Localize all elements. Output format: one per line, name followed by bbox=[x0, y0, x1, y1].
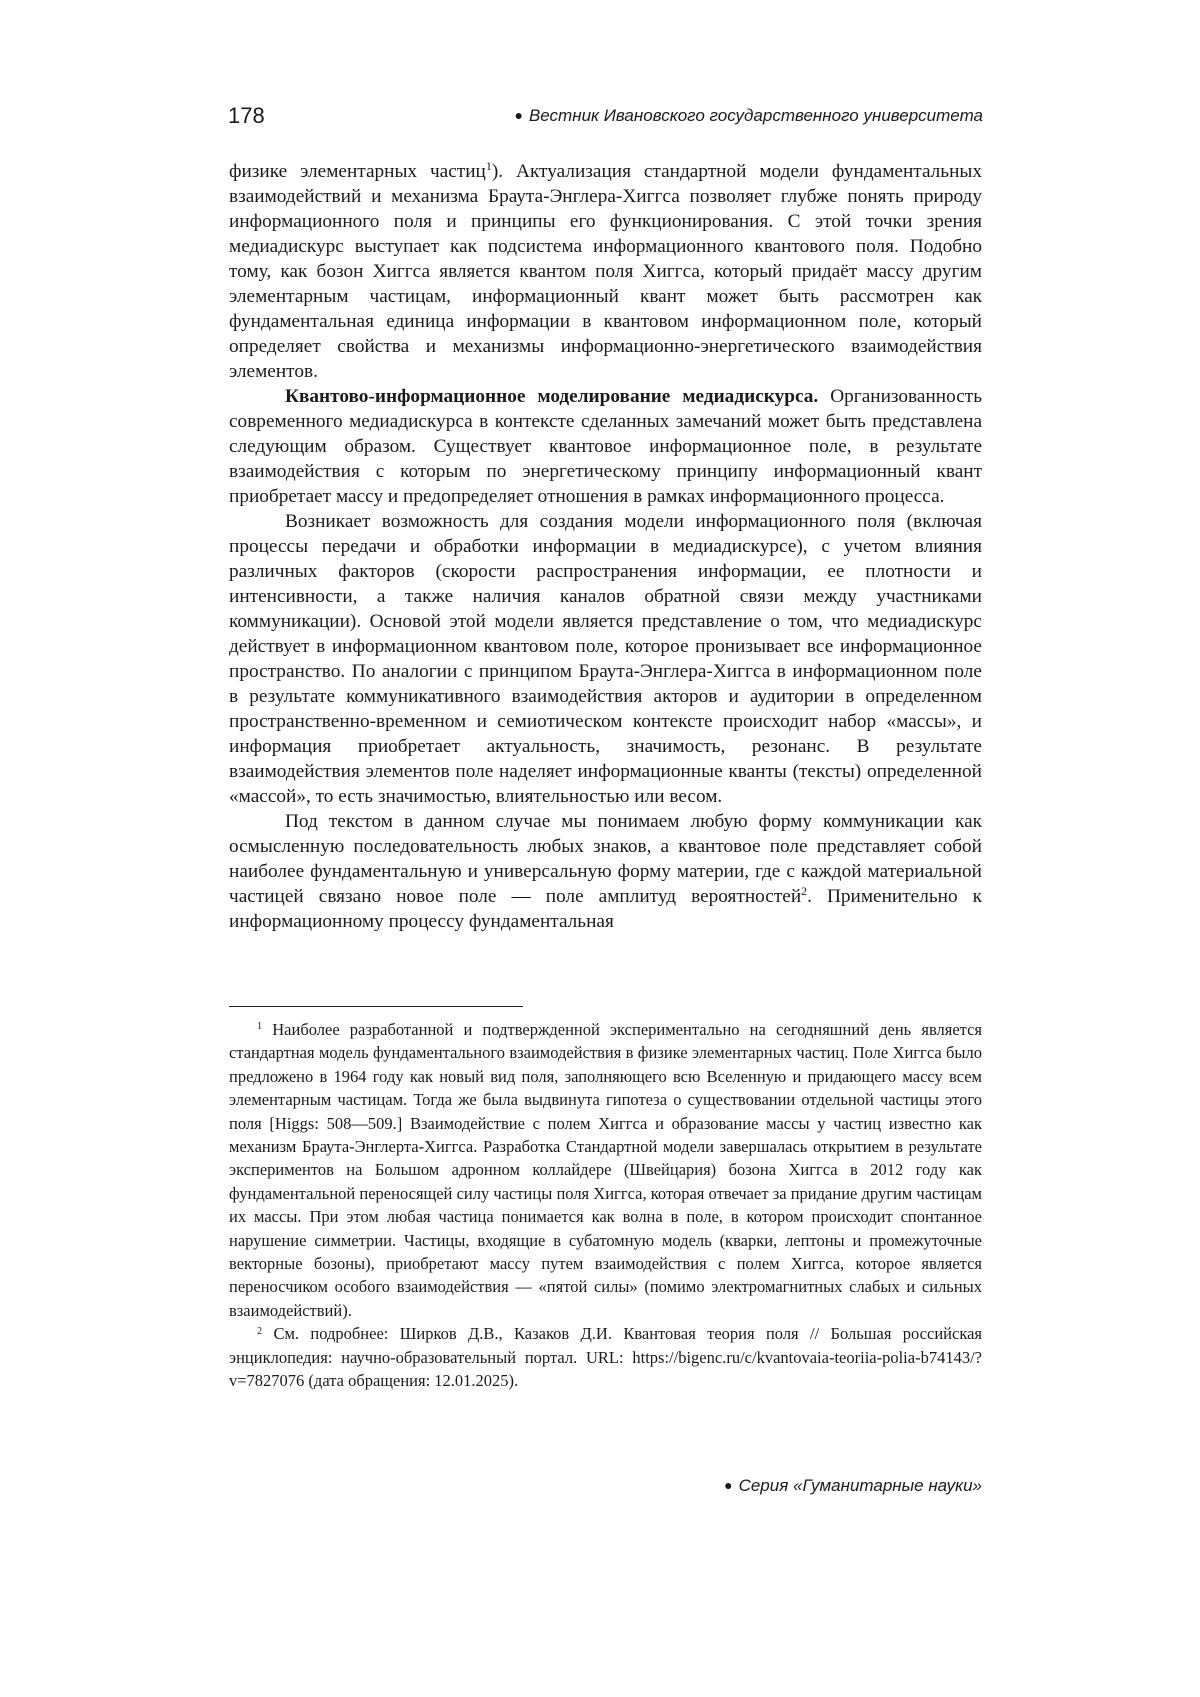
series-name: Серия «Гуманитарные науки» bbox=[738, 1476, 982, 1495]
paragraph-4 bbox=[229, 809, 982, 934]
paragraph-1-text-start: физике элементарных частиц bbox=[229, 161, 486, 182]
footnote-2 bbox=[229, 1322, 982, 1392]
article-body bbox=[229, 159, 982, 934]
footnote-1 bbox=[229, 1018, 982, 1322]
bullet-icon: ● bbox=[724, 1477, 733, 1493]
footnote-ref-2: 2 bbox=[801, 884, 808, 899]
footnote-2-text: См. подробнее: Ширков Д.В., Казаков Д.И. Квантовая теория поля // Большая российская энциклопедия: научно-образовательный портал. URL: https://bigenc.ru/c/kvantovaia-teoriia-polia-b74143/?v=7827076 (дата обращения: 12.01.2025). bbox=[229, 1324, 982, 1391]
footnote-1-mark: 1 bbox=[257, 1021, 263, 1033]
journal-title bbox=[514, 104, 983, 128]
section-heading: Квантово-информационное моделирование медиадискурса. bbox=[285, 386, 819, 407]
running-foot bbox=[724, 1474, 982, 1498]
running-head bbox=[228, 103, 983, 129]
footnote-separator bbox=[229, 1006, 523, 1007]
footnotes bbox=[229, 1018, 982, 1393]
footnote-ref-1: 1 bbox=[485, 159, 492, 174]
paragraph-4-text-end: . Применительно к информационному процессу фундаментальная bbox=[229, 886, 982, 932]
paragraph-1-text-end: ). Актуализация стандартной модели фундаментальных взаимодействий и механизма Браута-Энглера-Хиггса позволяет глубже понять природу информационного поля и принципы его функционирования. С этой точки зрения медиадискурс выступает как подсистема информационного квантового поля. Подобно тому, как бозон Хиггса является квантом поля Хиггса, который придаёт массу другим элементарным частицам, информационный квант может быть рассмотрен как фундаментальная единица информации в квантовом информационном поле, который определяет свойства и механизмы информационно-энергетического взаимодействия элементов. bbox=[229, 161, 982, 382]
paragraph-1 bbox=[229, 159, 982, 384]
journal-name: Вестник Ивановского государственного университета bbox=[528, 106, 983, 125]
footnote-2-mark: 2 bbox=[257, 1325, 263, 1337]
footnote-1-text: Наиболее разработанной и подтвержденной экспериментально на сегодняшний день является стандартная модель фундаментального взаимодействия в физике элементарных частиц. Поле Хиггса было предложено в 1964 году как новый вид поля, заполняющего всю Вселенную и придающего массу всем элементарным частицам. Тогда же была выдвинута гипотеза о существовании отдельной частицы этого поля [Higgs: 508—509.] Взаимодействие с полем Хиггса и образование массы у частиц известно как механизм Браута-Энглерта-Хиггса. Разработка Стандартной модели завершалась открытием в результате экспериментов на Большом адронном коллайдере (Швейцария) бозона Хиггса в 2012 году как фундаментальной переносящей силу частицы поля Хиггса, которая отвечает за придание другим частицам их массы. При этом любая частица понимается как волна в поле, в котором происходит спонтанное нарушение симметрии. Частицы, входящие в субатомную модель (кварки, лептоны и промежуточные векторные бозоны), приобретают массу путем взаимодействия с полем Хиггса, которое является переносчиком особого взаимодействия — «пятой силы» (помимо электромагнитных слабых и сильных взаимодействий). bbox=[229, 1020, 982, 1320]
paragraph-2 bbox=[229, 384, 982, 509]
paragraph-3: Возникает возможность для создания модели информационного поля (включая процессы передачи и обработки информации в медиадискурсе), с учетом влияния различных факторов (скорости распространения информации, ее плотности и интенсивности, а также наличия каналов обратной связи между участниками коммуникации). Основой этой модели является представление о том, что медиадискурс действует в информационном квантовом поле, которое пронизывает все информационное пространство. По аналогии с принципом Браута-Энглера-Хиггса в информационном поле в результате коммуникативного взаимодействия акторов и аудитории в определенном пространственно-временном и семиотическом контексте происходит набор «массы», и информация приобретает актуальность, значимость, резонанс. В результате взаимодействия элементов поле наделяет информационные кванты (тексты) определенной «массой», то есть значимостью, влиятельностью или весом. bbox=[229, 511, 982, 807]
paragraph-2-text: Организованность современного медиадискурса в контексте сделанных замечаний может быть представлена следующим образом. Существует квантовое информационное поле, в результате взаимодействия с которым по энергетическому принципу информационный квант приобретает массу и предопределяет отношения в рамках информационного процесса. bbox=[229, 386, 982, 507]
paragraph-4-text-start: Под текстом в данном случае мы понимаем любую форму коммуникации как осмысленную последовательность любых знаков, а квантовое поле представляет собой наиболее фундаментальную и универсальную форму материи, где с каждой материальной частицей связано новое поле — поле амплитуд вероятностей bbox=[229, 811, 982, 907]
page-number: 178 bbox=[228, 103, 265, 128]
bullet-icon: ● bbox=[514, 107, 523, 123]
